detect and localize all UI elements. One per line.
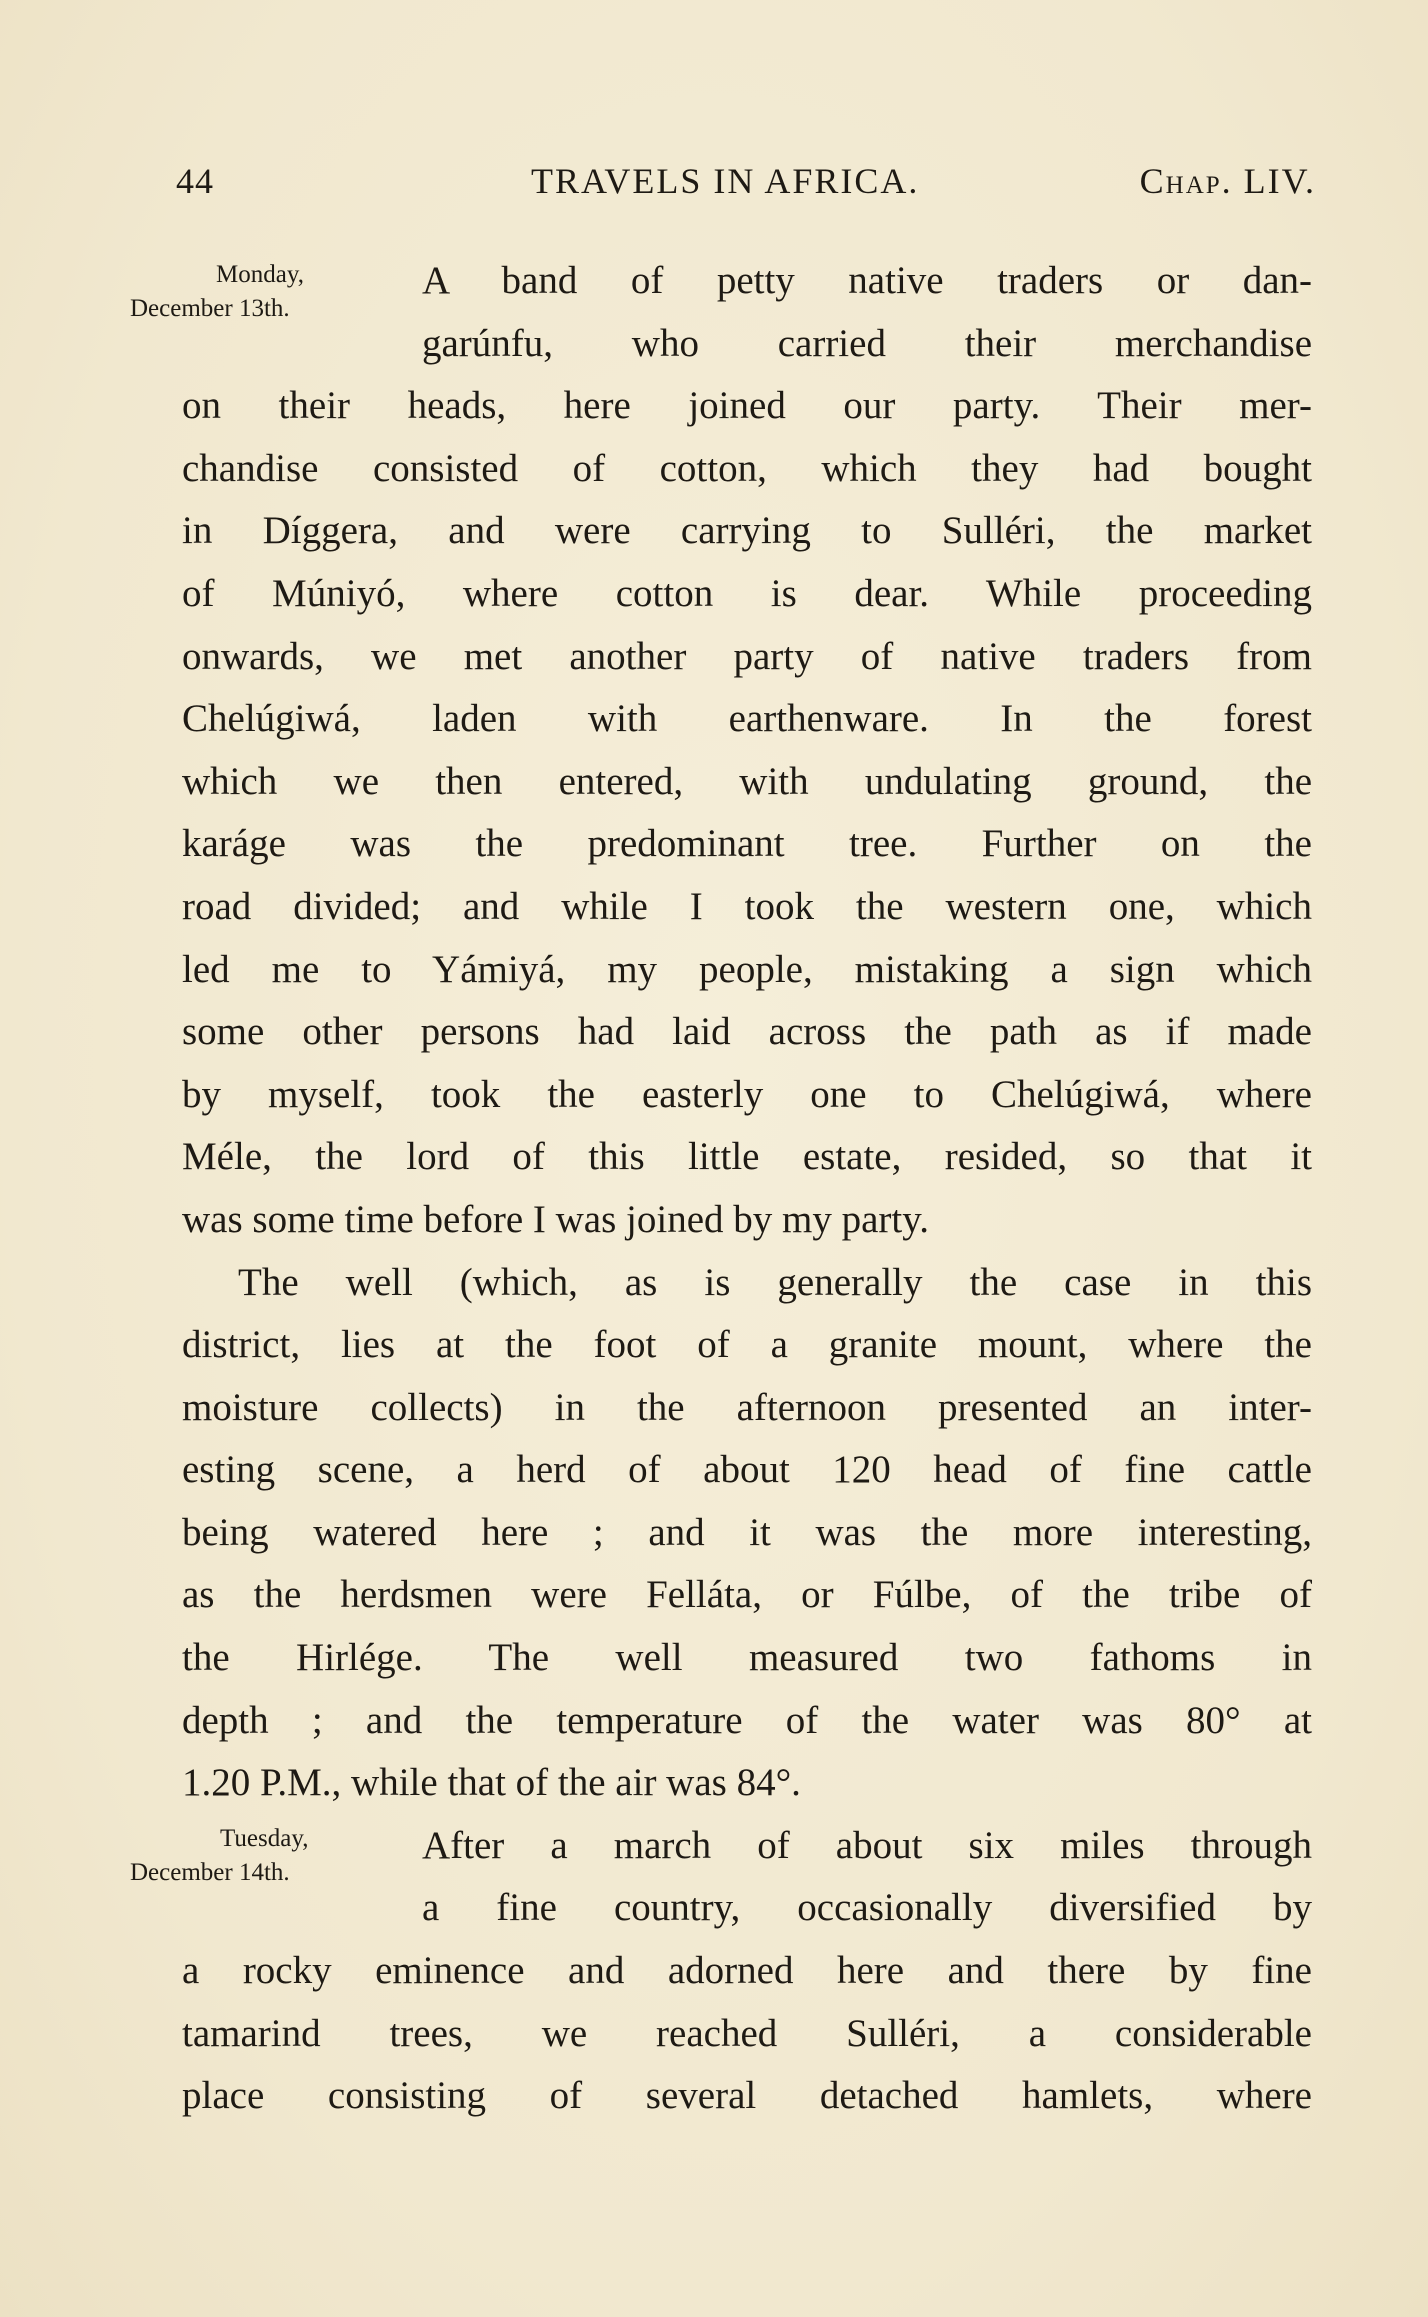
text-line: onwards, we met another party of native traders from [182,634,1312,678]
running-head [176,160,1316,216]
text-line: was some time before I was joined by my party. [182,1197,929,1241]
text-line: 1.20 P.M., while that of the air was 84°. [182,1761,801,1805]
text-line: karáge was the predominant tree. Further on the [182,822,1312,866]
margin-note-date: December 14th. [130,1859,290,1886]
text-line: of Múniyó, where cotton is dear. While proceeding [182,571,1312,615]
text-line: as the herdsmen were Felláta, or Fúlbe, of the tribe of [182,1573,1312,1617]
text-line: place consisting of several detached hamlets, where [182,2074,1312,2118]
text-line: tamarind trees, we reached Sulléri, a considerable [182,2011,1312,2055]
margin-note-date: December 13th. [130,295,290,322]
text-line: Chelúgiwá, laden with earthenware. In the forest [182,697,1312,741]
margin-note-day: Tuesday, [220,1825,309,1852]
text-line: esting scene, a herd of about 120 head of fine cattle [182,1448,1312,1492]
text-line: depth ; and the temperature of the water was 80° at [182,1698,1312,1742]
text-line: a rocky eminence and adorned here and there by fine [182,1949,1312,1993]
text-line: which we then entered, with undulating ground, the [182,759,1312,803]
text-line: led me to Yámiyá, my people, mistaking a sign which [182,947,1312,991]
text-line: garúnfu, who carried their merchandise [422,321,1312,365]
text-line: the Hirlége. The well measured two fathoms in [182,1636,1312,1680]
page-number: 44 [176,161,214,201]
text-line: A band of petty native traders or dan- [422,259,1312,302]
text-line: by myself, took the easterly one to Chelúgiwá, where [182,1072,1312,1116]
text-line: a fine country, occasionally diversified by [422,1886,1312,1930]
text-line: After a march of about six miles through [422,1823,1312,1867]
text-line: The well (which, as is generally the case in this [238,1260,1312,1304]
margin-note-day: Monday, [216,261,304,288]
text-line: on their heads, here joined our party. Their mer- [182,384,1312,428]
chapter-label: Chap. LIV. [1139,161,1316,201]
text-line: some other persons had laid across the path as if made [182,1010,1312,1054]
running-title: TRAVELS IN AFRICA. [531,161,920,201]
text-line: district, lies at the foot of a granite mount, where the [182,1323,1312,1367]
text-line: chandise consisted of cotton, which they had bought [182,446,1312,490]
text-line: road divided; and while I took the western one, which [182,884,1312,928]
text-line: being watered here ; and it was the more interesting, [182,1510,1312,1554]
body-text [182,250,1312,2128]
text-line: Méle, the lord of this little estate, resided, so that it [182,1135,1312,1179]
text-line: moisture collects) in the afternoon presented an inter- [182,1385,1312,1429]
text-line: in Díggera, and were carrying to Sulléri, the market [182,509,1312,553]
